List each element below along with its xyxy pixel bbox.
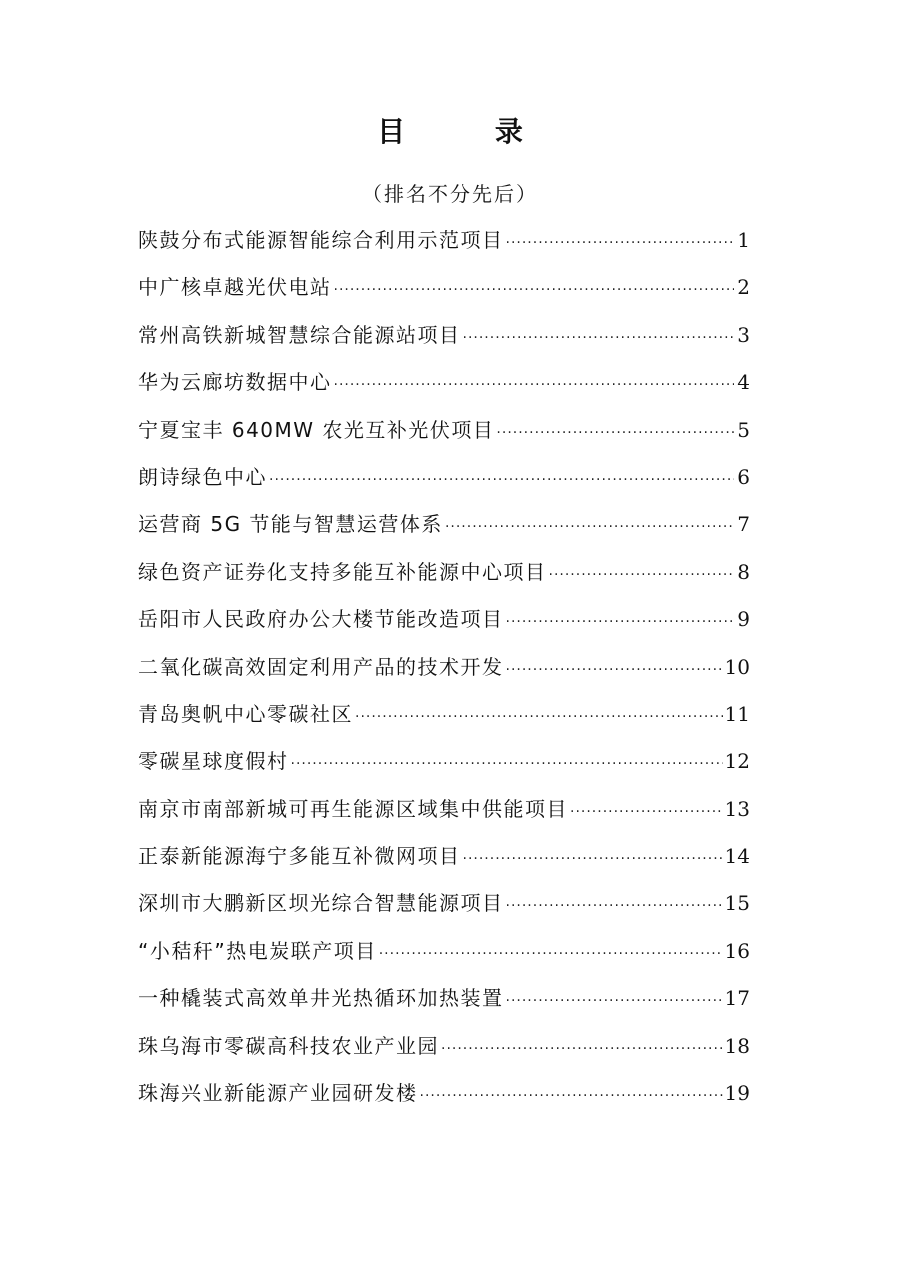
toc-entry-page-number: 1 <box>737 228 750 252</box>
toc-entry[interactable] <box>138 220 750 267</box>
toc-entry[interactable] <box>138 504 750 551</box>
toc-entry[interactable] <box>138 267 750 314</box>
toc-entry-title: 二氧化碳高效固定利用产品的技术开发 <box>138 654 504 679</box>
toc-leader-dots <box>291 744 723 784</box>
toc-leader-dots <box>445 507 734 547</box>
toc-entry[interactable] <box>138 410 750 457</box>
toc-leader-dots <box>269 460 734 500</box>
toc-leader-dots <box>420 1076 723 1116</box>
toc-entry-title: 中广核卓越光伏电站 <box>138 275 332 300</box>
toc-entry[interactable] <box>138 457 750 504</box>
toc-leader-dots <box>463 318 735 358</box>
toc-entry-page-number: 14 <box>724 844 750 869</box>
toc-leader-dots <box>355 697 723 737</box>
toc-entry-page-number: 19 <box>724 1081 750 1106</box>
toc-leader-dots <box>334 365 735 405</box>
toc-entry[interactable] <box>138 647 750 694</box>
page-title: 目 录 <box>377 115 563 148</box>
toc-entry[interactable] <box>138 741 750 788</box>
toc-entry[interactable] <box>138 599 750 646</box>
toc-entry-title: “小秸秆”热电炭联产项目 <box>138 938 377 963</box>
toc-entry[interactable] <box>138 315 750 362</box>
toc-entry-title: 深圳市大鹏新区坝光综合智慧能源项目 <box>138 891 504 916</box>
toc-entry-page-number: 16 <box>724 938 750 963</box>
toc-entry-title: 一种橇装式高效单井光热循环加热装置 <box>138 986 504 1011</box>
toc-entry-page-number: 2 <box>737 275 750 300</box>
toc-entry-title: 运营商 5G 节能与智慧运营体系 <box>138 512 443 537</box>
toc-entry-title: 绿色资产证券化支持多能互补能源中心项目 <box>138 559 547 584</box>
toc-entry-title: 华为云廊坊数据中心 <box>138 370 332 395</box>
toc-leader-dots <box>496 413 734 453</box>
toc-leader-dots <box>506 223 735 263</box>
toc-entry-title: 岳阳市人民政府办公大楼节能改造项目 <box>138 607 504 632</box>
toc-entry-title: 常州高铁新城智慧综合能源站项目 <box>138 322 461 347</box>
toc-entry-title: 零碳星球度假村 <box>138 749 289 774</box>
toc-leader-dots <box>506 602 735 642</box>
toc-entry-page-number: 12 <box>724 749 750 774</box>
toc-entry[interactable] <box>138 978 750 1025</box>
toc-entry-title: 宁夏宝丰 640MW 农光互补光伏项目 <box>138 417 495 442</box>
toc-entry-page-number: 10 <box>724 654 750 679</box>
toc-entry-page-number: 15 <box>724 891 750 916</box>
toc-entry[interactable] <box>138 552 750 599</box>
toc-entry-title: 朗诗绿色中心 <box>138 464 267 489</box>
toc-entry[interactable] <box>138 789 750 836</box>
toc-entry-page-number: 4 <box>737 370 750 395</box>
toc-entry-page-number: 13 <box>724 796 750 821</box>
toc-leader-dots <box>463 839 723 879</box>
toc-entry[interactable] <box>138 362 750 409</box>
toc-leader-dots <box>334 270 735 310</box>
toc-entry-page-number: 17 <box>724 986 750 1011</box>
toc-entry-page-number: 11 <box>724 701 750 726</box>
toc-leader-dots <box>506 650 723 690</box>
toc-leader-dots <box>379 934 723 974</box>
toc-leader-dots <box>549 555 735 595</box>
toc-entry-title: 珠海兴业新能源产业园研发楼 <box>138 1081 418 1106</box>
toc-entry[interactable] <box>138 694 750 741</box>
toc-entry-title: 南京市南部新城可再生能源区域集中供能项目 <box>138 796 568 821</box>
toc-entry-page-number: 9 <box>737 607 750 632</box>
toc-entry-title: 青岛奥帆中心零碳社区 <box>138 701 353 726</box>
toc-entry-page-number: 5 <box>737 417 750 442</box>
toc-leader-dots <box>506 981 723 1021</box>
toc-entry[interactable] <box>138 1026 750 1073</box>
table-of-contents <box>138 220 750 1120</box>
toc-entry-title: 珠乌海市零碳高科技农业产业园 <box>138 1033 439 1058</box>
toc-entry-page-number: 7 <box>737 512 750 537</box>
toc-entry-page-number: 6 <box>737 464 750 489</box>
page-subtitle: （排名不分先后） <box>362 182 538 206</box>
toc-entry-title: 陕鼓分布式能源智能综合利用示范项目 <box>138 228 504 252</box>
toc-entry[interactable] <box>138 931 750 978</box>
toc-entry[interactable] <box>138 883 750 930</box>
toc-leader-dots <box>570 792 723 832</box>
toc-leader-dots <box>506 886 723 926</box>
toc-entry-title: 正泰新能源海宁多能互补微网项目 <box>138 844 461 869</box>
toc-entry[interactable] <box>138 1073 750 1120</box>
toc-leader-dots <box>441 1029 723 1069</box>
toc-entry-page-number: 18 <box>724 1033 750 1058</box>
toc-entry-page-number: 8 <box>737 559 750 584</box>
toc-entry-page-number: 3 <box>737 322 750 347</box>
toc-entry[interactable] <box>138 836 750 883</box>
